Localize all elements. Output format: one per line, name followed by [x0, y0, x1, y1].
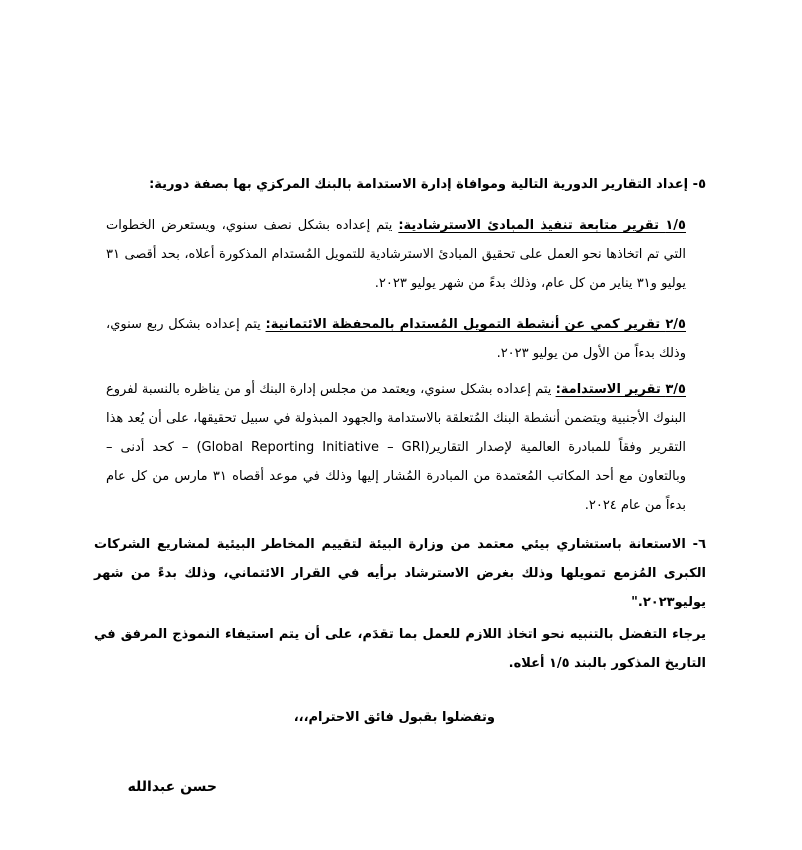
- item-2-paragraph: [106, 310, 686, 368]
- item-1-body: يتم إعداده بشكل نصف سنوي، ويستعرض الخطوات التي تم اتخاذها نحو العمل على تحقيق المبادئ الاسترشادية للتمويل المُستدام المذكورة أعلاه، بحد أقصى ٣١ يوليو و٣١ يناير من كل عام، وذلك بدءً من شهر يوليو ٢٠٢٣.: [106, 218, 686, 291]
- item-3-title: ٣/٥ تقرير الاستدامة:: [555, 382, 686, 397]
- section-6-paragraph: ٦- الاستعانة باستشاري بيئي معتمد من وزارة البيئة لتقييم المخاطر البيئية لمشاريع الشركات الكبرى المُزمع تمويلها وذلك بغرض الاسترشاد برأيه في القرار الائتماني، وذلك بدءً من شهر يوليو٢٠٢٣.": [94, 537, 706, 610]
- item-1-title: ١/٥ تقرير متابعة تنفيذ المبادئ الاسترشادية:: [398, 218, 686, 233]
- item-3-body: يتم إعداده بشكل سنوي، ويعتمد من مجلس إدارة البنك أو من يناظره بالنسبة لفروع البنوك الأجنبية ويتضمن أنشطة البنك المُتعلقة بالاستدامة والجهود المبذولة في سبيل تحقيقها، على أن يُعد هذا التقرير وفقاً للمبادرة العالمية لإصدار التقارير(Global Reporting Initiative – GRI) – كحد أدنى – وبالتعاون مع أحد المكاتب المُعتمدة من المبادرة المُشار إليها وذلك في موعد أقصاه ٣١ مارس من كل عام بدءاً من عام ٢٠٢٤.: [106, 382, 686, 513]
- item-3-paragraph: [106, 375, 686, 520]
- item-1-paragraph: [106, 211, 686, 298]
- section-5-heading: ٥- إعداد التقارير الدورية التالية وموافاة إدارة الاستدامة بالبنك المركزي بها بصفة دورية:: [149, 177, 706, 192]
- signature-name: حسن عبدالله: [127, 779, 217, 795]
- item-2-body: يتم إعداده بشكل ربع سنوي، وذلك بدءاً من الأول من يوليو ٢٠٢٣.: [106, 317, 686, 361]
- request-paragraph: يرجاء التفضل بالتنبيه نحو اتخاذ اللازم للعمل بما تقدَم، على أن يتم استيفاء النموذج المرفق في التاريخ المذكور بالبند ١/٥ أعلاه.: [94, 627, 706, 671]
- closing-line: وتفضلوا بقبول فائق الاحترام،،،: [293, 710, 495, 725]
- item-2-title: ٢/٥ تقرير كمي عن أنشطة التمويل المُستدام بالمحفظة الائتمانية:: [265, 317, 686, 332]
